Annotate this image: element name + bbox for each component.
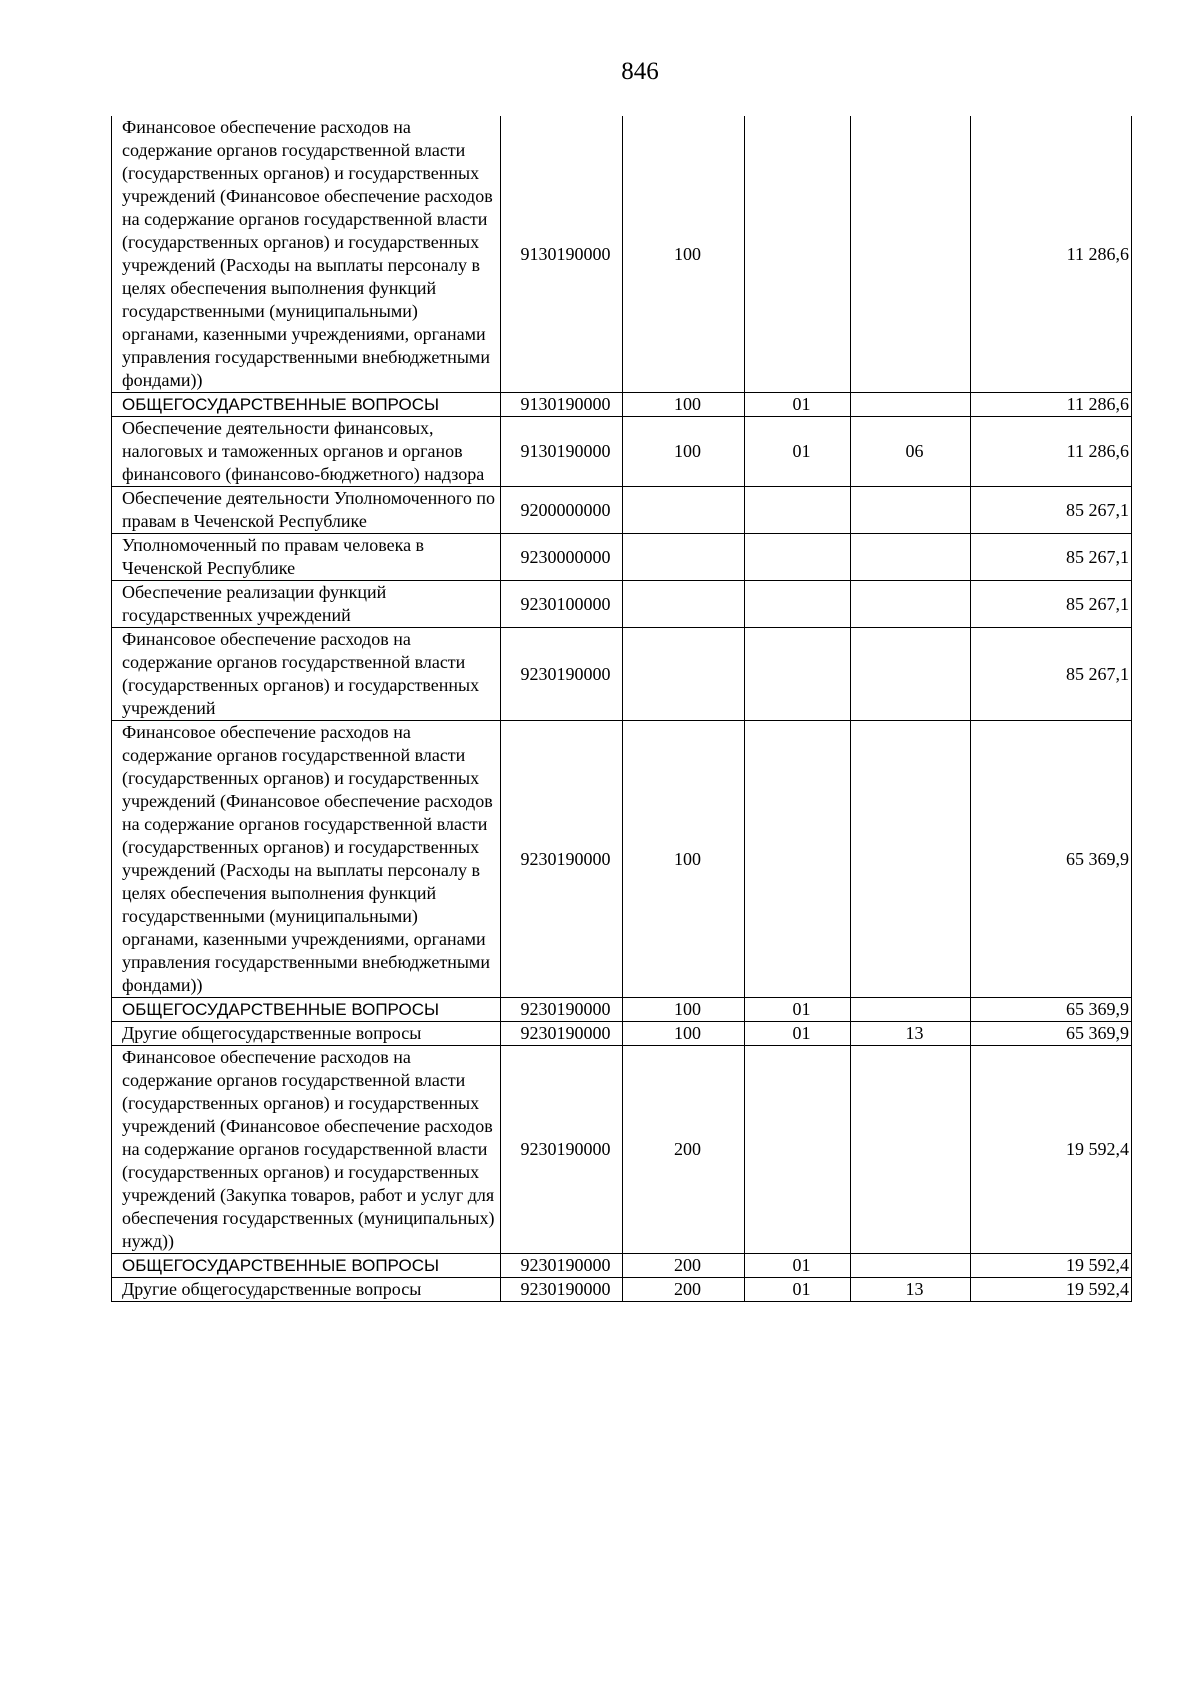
row-amount: 11 286,6 bbox=[971, 116, 1132, 393]
row-name: Другие общегосударственные вопросы bbox=[112, 1278, 501, 1302]
row-target-code: 9130190000 bbox=[501, 417, 623, 487]
row-section bbox=[745, 116, 851, 393]
row-expense-type: 200 bbox=[623, 1254, 745, 1278]
row-target-code: 9130190000 bbox=[501, 116, 623, 393]
row-target-code: 9230190000 bbox=[501, 1022, 623, 1046]
row-amount: 85 267,1 bbox=[971, 487, 1132, 534]
row-target-code: 9230190000 bbox=[501, 1046, 623, 1254]
row-name: Обеспечение деятельности Уполномоченного по правам в Чеченской Республике bbox=[112, 487, 501, 534]
row-subsection bbox=[851, 393, 971, 417]
row-amount: 11 286,6 bbox=[971, 393, 1132, 417]
row-subsection bbox=[851, 628, 971, 721]
row-subsection bbox=[851, 487, 971, 534]
row-amount: 19 592,4 bbox=[971, 1278, 1132, 1302]
table-row bbox=[112, 534, 1132, 581]
row-name: ОБЩЕГОСУДАРСТВЕННЫЕ ВОПРОСЫ bbox=[112, 998, 501, 1022]
row-target-code: 9230190000 bbox=[501, 1278, 623, 1302]
row-target-code: 9230100000 bbox=[501, 581, 623, 628]
row-target-code: 9230190000 bbox=[501, 1254, 623, 1278]
row-section: 01 bbox=[745, 1278, 851, 1302]
row-amount: 65 369,9 bbox=[971, 1022, 1132, 1046]
row-name: Финансовое обеспечение расходов на содержание органов государственной власти (государственных органов) и государственных учреждений (Финансовое обеспечение расходов на содержание органов государственной власти (государственных органов) и государственных учреждений (Расходы на выплаты персоналу в целях обеспечения выполнения функций государственными (муниципальными) органами, казенными учреждениями, органами управления государственными внебюджетными фондами)) bbox=[112, 721, 501, 998]
row-amount: 19 592,4 bbox=[971, 1254, 1132, 1278]
row-subsection bbox=[851, 721, 971, 998]
row-subsection: 06 bbox=[851, 417, 971, 487]
row-section bbox=[745, 581, 851, 628]
row-subsection: 13 bbox=[851, 1022, 971, 1046]
row-expense-type: 100 bbox=[623, 417, 745, 487]
row-subsection: 13 bbox=[851, 1278, 971, 1302]
row-target-code: 9230190000 bbox=[501, 998, 623, 1022]
budget-table bbox=[111, 116, 1132, 1302]
row-name: Другие общегосударственные вопросы bbox=[112, 1022, 501, 1046]
row-subsection bbox=[851, 1254, 971, 1278]
table-row bbox=[112, 1278, 1132, 1302]
row-section: 01 bbox=[745, 1254, 851, 1278]
row-section bbox=[745, 721, 851, 998]
row-expense-type: 100 bbox=[623, 393, 745, 417]
row-target-code: 9200000000 bbox=[501, 487, 623, 534]
table-row bbox=[112, 417, 1132, 487]
table-row bbox=[112, 1022, 1132, 1046]
row-expense-type: 100 bbox=[623, 116, 745, 393]
row-subsection bbox=[851, 1046, 971, 1254]
row-name: ОБЩЕГОСУДАРСТВЕННЫЕ ВОПРОСЫ bbox=[112, 393, 501, 417]
row-section bbox=[745, 487, 851, 534]
row-amount: 85 267,1 bbox=[971, 534, 1132, 581]
row-target-code: 9230000000 bbox=[501, 534, 623, 581]
row-expense-type: 200 bbox=[623, 1046, 745, 1254]
row-expense-type bbox=[623, 487, 745, 534]
row-name: Финансовое обеспечение расходов на содержание органов государственной власти (государственных органов) и государственных учреждений (Финансовое обеспечение расходов на содержание органов государственной власти (государственных органов) и государственных учреждений (Закупка товаров, работ и услуг для обеспечения государственных (муниципальных) нужд)) bbox=[112, 1046, 501, 1254]
row-target-code: 9230190000 bbox=[501, 628, 623, 721]
row-subsection bbox=[851, 998, 971, 1022]
row-amount: 19 592,4 bbox=[971, 1046, 1132, 1254]
row-target-code: 9130190000 bbox=[501, 393, 623, 417]
row-subsection bbox=[851, 581, 971, 628]
row-name: ОБЩЕГОСУДАРСТВЕННЫЕ ВОПРОСЫ bbox=[112, 1254, 501, 1278]
table-row bbox=[112, 721, 1132, 998]
row-expense-type bbox=[623, 534, 745, 581]
row-amount: 65 369,9 bbox=[971, 998, 1132, 1022]
row-name: Уполномоченный по правам человека в Чеченской Республике bbox=[112, 534, 501, 581]
row-subsection bbox=[851, 534, 971, 581]
row-name: Обеспечение реализации функций государственных учреждений bbox=[112, 581, 501, 628]
row-expense-type: 100 bbox=[623, 721, 745, 998]
table-row bbox=[112, 116, 1132, 393]
row-name: Обеспечение деятельности финансовых, налоговых и таможенных органов и органов финансового (финансово-бюджетного) надзора bbox=[112, 417, 501, 487]
page-number: 846 bbox=[621, 58, 659, 85]
row-section: 01 bbox=[745, 393, 851, 417]
row-section: 01 bbox=[745, 998, 851, 1022]
row-amount: 65 369,9 bbox=[971, 721, 1132, 998]
row-expense-type: 200 bbox=[623, 1278, 745, 1302]
table-row bbox=[112, 581, 1132, 628]
row-section bbox=[745, 628, 851, 721]
row-name: Финансовое обеспечение расходов на содержание органов государственной власти (государственных органов) и государственных учреждений bbox=[112, 628, 501, 721]
table-row bbox=[112, 1046, 1132, 1254]
row-subsection bbox=[851, 116, 971, 393]
table-row bbox=[112, 393, 1132, 417]
row-section: 01 bbox=[745, 1022, 851, 1046]
row-amount: 11 286,6 bbox=[971, 417, 1132, 487]
row-expense-type: 100 bbox=[623, 998, 745, 1022]
row-expense-type bbox=[623, 628, 745, 721]
table-row bbox=[112, 628, 1132, 721]
table-row bbox=[112, 998, 1132, 1022]
table-row bbox=[112, 487, 1132, 534]
row-section: 01 bbox=[745, 417, 851, 487]
row-name: Финансовое обеспечение расходов на содержание органов государственной власти (государственных органов) и государственных учреждений (Финансовое обеспечение расходов на содержание органов государственной власти (государственных органов) и государственных учреждений (Расходы на выплаты персоналу в целях обеспечения выполнения функций государственными (муниципальными) органами, казенными учреждениями, органами управления государственными внебюджетными фондами)) bbox=[112, 116, 501, 393]
row-expense-type: 100 bbox=[623, 1022, 745, 1046]
row-section bbox=[745, 1046, 851, 1254]
row-section bbox=[745, 534, 851, 581]
row-amount: 85 267,1 bbox=[971, 628, 1132, 721]
row-target-code: 9230190000 bbox=[501, 721, 623, 998]
table-row bbox=[112, 1254, 1132, 1278]
row-amount: 85 267,1 bbox=[971, 581, 1132, 628]
row-expense-type bbox=[623, 581, 745, 628]
